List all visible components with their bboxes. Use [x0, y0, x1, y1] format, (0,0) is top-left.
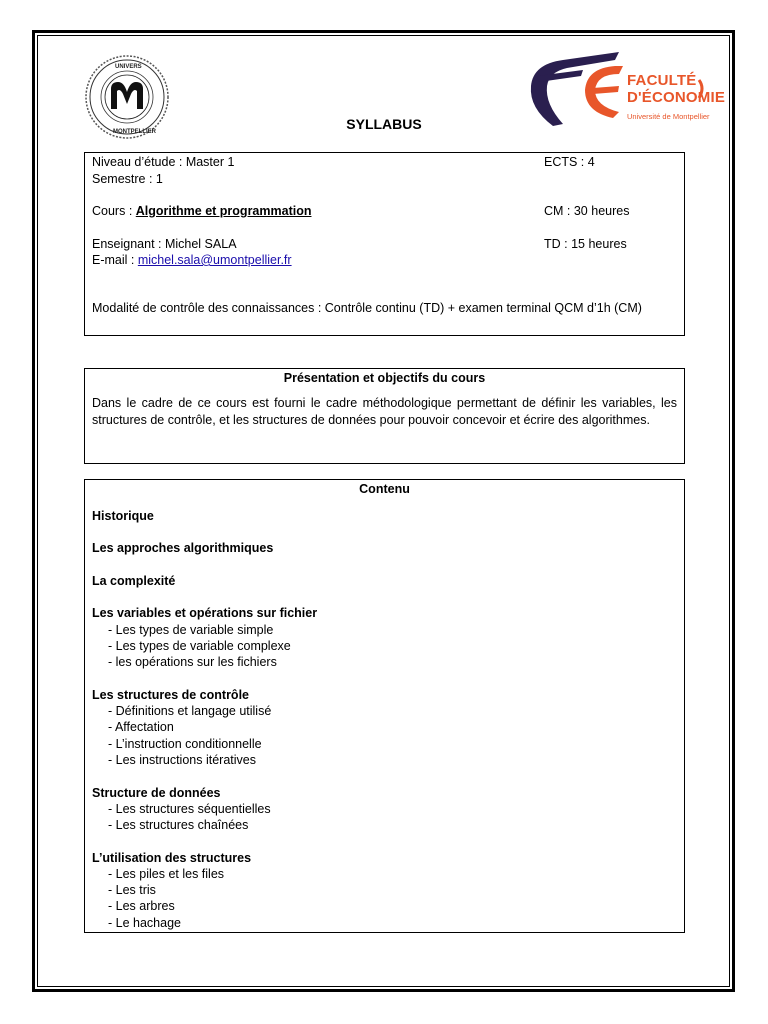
semester-label: Semestre :	[92, 172, 156, 186]
section-title: Les structures de contrôle	[92, 687, 249, 702]
td-value: 15 heures	[571, 237, 627, 251]
content-section	[92, 540, 677, 556]
section-item: - Les arbres	[108, 899, 175, 914]
semester-line	[92, 172, 163, 186]
teacher-label: Enseignant :	[92, 237, 165, 251]
section-item: - Définitions et langage utilisé	[108, 704, 272, 719]
email-line	[92, 253, 292, 267]
level-line	[92, 155, 234, 169]
page-title: SYLLABUS	[346, 116, 422, 132]
ects-line	[544, 155, 595, 169]
section-title: Les approches algorithmiques	[92, 541, 274, 556]
teacher-line	[92, 237, 237, 251]
email-link[interactable]: michel.sala@umontpellier.fr	[137, 253, 292, 267]
cm-value: 30 heures	[573, 204, 630, 218]
section-title: L’utilisation des structures	[92, 850, 252, 865]
cm-line	[544, 204, 629, 218]
content-section	[92, 573, 677, 589]
section-item: - Affectation	[108, 720, 174, 735]
faculty-logo-line3: Université de Montpellier	[627, 112, 710, 121]
presentation-text: Dans le cadre de ce cours est fourni le cadre méthodologique permettant de définir les variables, les structures de contrôle, et les structures de données pour pouvoir concevoir et écrire des algorithmes.	[92, 396, 677, 427]
section-item: - les opérations sur les fichiers	[108, 655, 277, 670]
section-title: Les variables et opérations sur fichier	[92, 606, 318, 621]
content-section	[92, 508, 677, 524]
td-line	[544, 237, 627, 251]
section-title: Historique	[92, 509, 154, 523]
course-value: Algorithme et programmation	[135, 204, 312, 218]
section-item: - Les structures chaînées	[108, 818, 249, 833]
presentation-heading: Présentation et objectifs du cours	[283, 371, 486, 385]
content-box	[84, 479, 685, 933]
cm-label: CM :	[544, 204, 574, 218]
section-item: - Les types de variable complexe	[108, 639, 291, 654]
td-label: TD :	[544, 237, 572, 251]
content-heading: Contenu	[359, 482, 410, 496]
content-section	[92, 687, 677, 768]
section-item: - Les types de variable simple	[108, 622, 274, 637]
level-label: Niveau d’étude :	[92, 155, 186, 169]
svg-text:MONTPELLIER: MONTPELLIER	[113, 129, 156, 135]
ects-label: ECTS :	[544, 155, 588, 169]
section-item: - L’instruction conditionnelle	[108, 736, 262, 751]
assessment-text: Modalité de contrôle des connaissances : Contrôle continu (TD) + examen terminal QCM d’1h (CM)	[92, 301, 642, 315]
section-item: - Les piles et les files	[108, 866, 225, 881]
ects-value: 4	[587, 155, 595, 169]
content-section	[92, 605, 677, 670]
svg-text:UNIVERS: UNIVERS	[115, 64, 142, 70]
section-item: - Les instructions itératives	[108, 753, 256, 768]
section-item: - Les structures séquentielles	[108, 801, 271, 816]
course-line	[92, 204, 311, 218]
course-info-box	[84, 152, 685, 336]
email-label: E-mail :	[92, 253, 138, 267]
section-title: Structure de données	[92, 785, 221, 800]
level-value: Master 1	[185, 155, 235, 169]
section-title: La complexité	[92, 573, 176, 588]
semester-value: 1	[155, 172, 163, 186]
teacher-value: Michel SALA	[164, 237, 237, 251]
presentation-box	[84, 368, 685, 464]
content-sections	[92, 508, 677, 947]
course-label: Cours :	[92, 204, 136, 218]
content-section	[92, 785, 677, 834]
section-item: - Les tris	[108, 883, 156, 898]
faculty-logo-line2: D'ÉCONOMIE	[627, 89, 726, 106]
content-section	[92, 850, 677, 931]
section-item: - Le hachage	[108, 915, 181, 930]
faculty-logo-line1: FACULTÉ	[627, 72, 697, 89]
